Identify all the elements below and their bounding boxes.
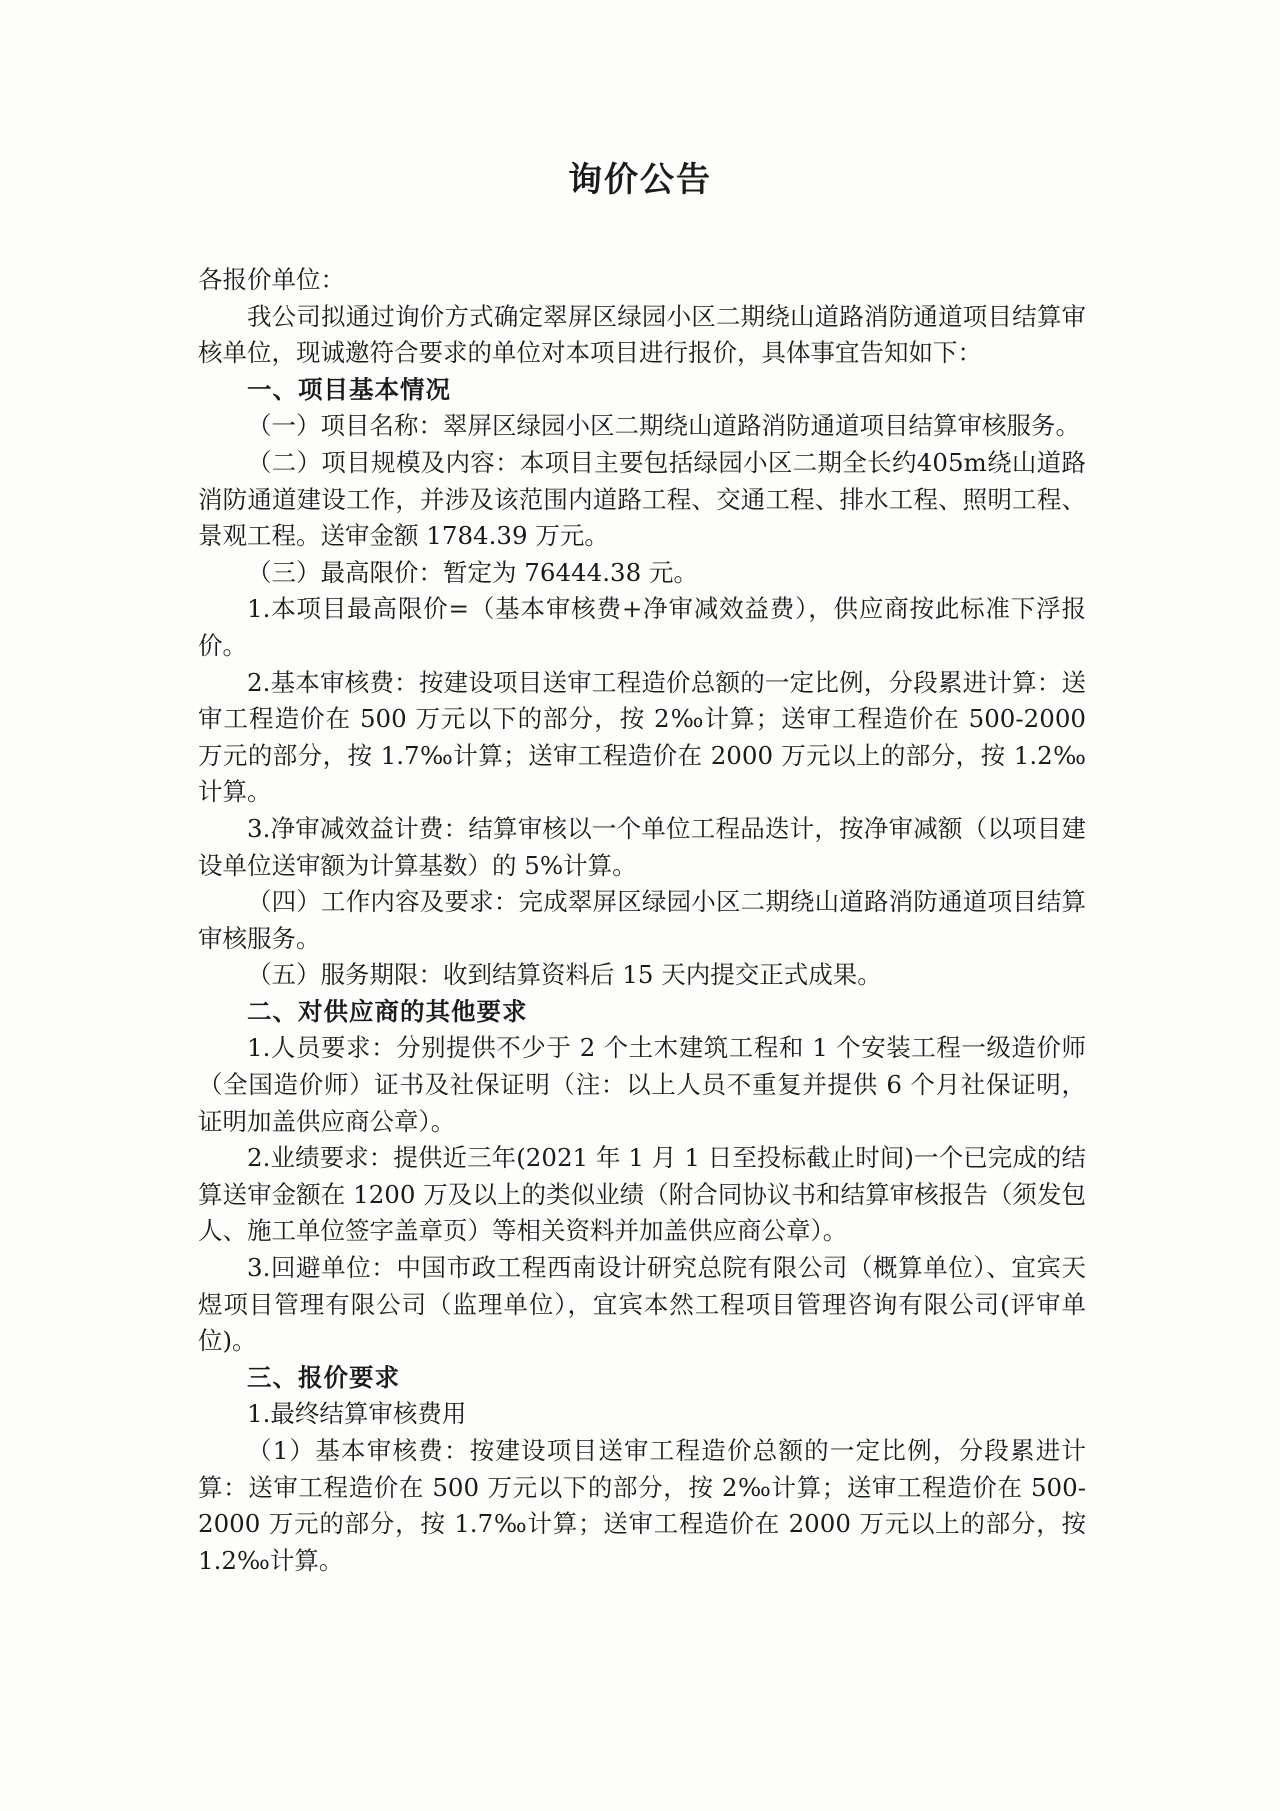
paragraph-project-name: （一）项目名称：翠屏区绿园小区二期绕山道路消防通道项目结算审核服务。: [247, 411, 1080, 441]
paragraph-basic-audit-fee: 2.基本审核费：按建设项目送审工程造价总额的一定比例，分段累进计算：送审工程造价在 500 万元以下的部分，按 2‰计算；送审工程造价在 500-2000 万元的部分，按 1.7‰计算；送审工程造价在 2000 万元以上的部分，按 1.2‰计算。: [198, 667, 1086, 807]
paragraph-max-price: （三）最高限价：暂定为 76444.38 元。: [247, 557, 698, 587]
section-heading-supplier-requirements: 二、对供应商的其他要求: [247, 996, 528, 1026]
paragraph-net-reduction-fee: 3.净审减效益计费：结算审核以一个单位工程品迭计，按净审减额（以项目建设单位送审额为计算基数）的 5%计算。: [198, 813, 1086, 880]
document-body: [198, 262, 1086, 1579]
paragraph-final-audit-fee: 1.最终结算审核费用: [247, 1399, 467, 1429]
paragraph-personnel-requirements: 1.人员要求：分别提供不少于 2 个土木建筑工程和 1 个安装工程一级造价师（全国造价师）证书及社保证明（注：以上人员不重复并提供 6 个月社保证明，证明加盖供应商公章）。: [198, 1033, 1086, 1136]
paragraph-avoidance-units: 3.回避单位：中国市政工程西南设计研究总院有限公司（概算单位）、宜宾天煜项目管理有限公司（监理单位），宜宾本然工程项目管理咨询有限公司(评审单位)。: [198, 1253, 1086, 1356]
salutation: 各报价单位：: [198, 265, 345, 294]
intro-paragraph: 我公司拟通过询价方式确定翠屏区绿园小区二期绕山道路消防通道项目结算审核单位，现诚邀符合要求的单位对本项目进行报价，具体事宜告知如下：: [198, 301, 1086, 368]
paragraph-service-period: （五）服务期限：收到结算资料后 15 天内提交正式成果。: [247, 960, 882, 990]
paragraph-final-basic-audit-fee: （1）基本审核费：按建设项目送审工程造价总额的一定比例，分段累进计算：送审工程造价在 500 万元以下的部分，按 2‰计算；送审工程造价在 500-2000 万元的部分，按 1.7‰计算；送审工程造价在 2000 万元以上的部分，按 1.2‰计算。: [198, 1436, 1086, 1575]
paragraph-max-price-formula: 1.本项目最高限价=（基本审核费+净审减效益费），供应商按此标准下浮报价。: [198, 594, 1086, 660]
section-heading-quotation-requirements: 三、报价要求: [247, 1362, 400, 1392]
paragraph-project-scale: （二）项目规模及内容：本项目主要包括绿园小区二期全长约405m绕山道路消防通道建设工作，并涉及该范围内道路工程、交通工程、排水工程、照明工程、景观工程。送审金额 1784.39 万元。: [198, 447, 1086, 551]
page-title: 询价公告: [568, 160, 712, 200]
paragraph-work-content: （四）工作内容及要求：完成翠屏区绿园小区二期绕山道路消防通道项目结算审核服务。: [198, 887, 1086, 953]
section-heading-basic-info: 一、项目基本情况: [247, 374, 451, 404]
paragraph-performance-requirements: 2.业绩要求：提供近三年(2021 年 1 月 1 日至投标截止时间)一个已完成的结算送审金额在 1200 万及以上的类似业绩（附合同协议书和结算审核报告（须发包人、施工单位签字盖章页）等相关资料并加盖供应商公章）。: [198, 1143, 1086, 1246]
